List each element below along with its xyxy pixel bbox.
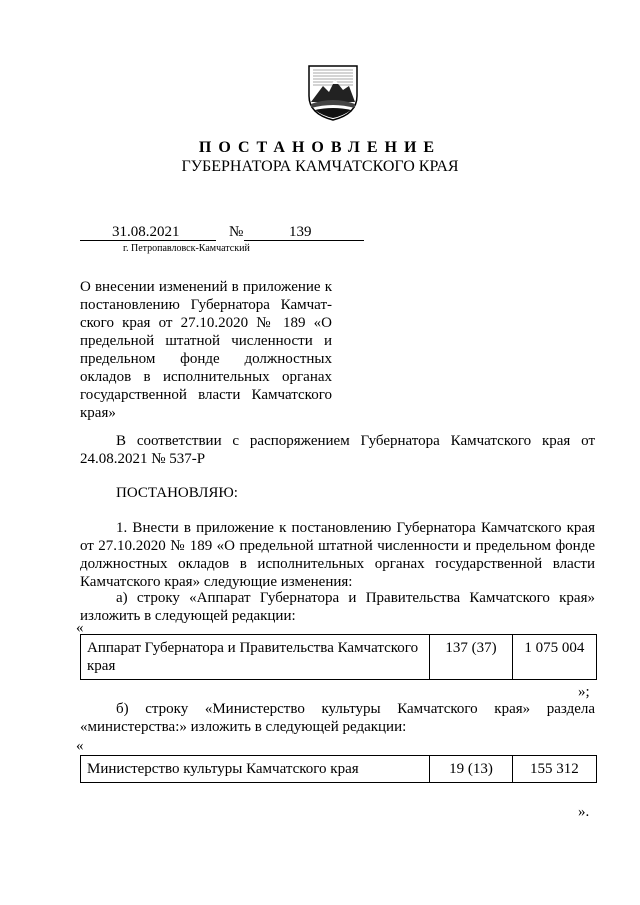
cell-fund: 155 312 (512, 756, 596, 783)
open-quote: « (76, 738, 84, 754)
paragraph-item-1: 1. Внести в приложение к постановлению Губернатора Камчатского края от 27.10.2020 № 189 «О предельной штатной численности и предельном фонде должностных окладов в исполнительных органах государственной власти Камчатского края» следующие изменения: (80, 520, 595, 590)
document-title: ПОСТАНОВЛЕНИЕ (198, 139, 442, 156)
table-apparatus (80, 634, 597, 680)
cell-staff: 19 (13) (430, 756, 512, 783)
paragraph-resolve: ПОСТАНОВЛЯЮ: (116, 485, 238, 501)
document-city: г. Петропавловск-Камчатский (123, 243, 250, 254)
cell-name: Министерство культуры Камчатского края (81, 756, 430, 783)
number-underline (244, 240, 364, 241)
document-subtitle: ГУБЕРНАТОРА КАМЧАТСКОГО КРАЯ (181, 158, 459, 175)
cell-staff: 137 (37) (430, 635, 512, 680)
paragraph-item-b: б) строку «Министерство культуры Камчатского края» раздела «министерства:» изложить в следующей редакции: (80, 701, 595, 735)
document-number: 139 (289, 224, 312, 240)
close-quote: »; (578, 684, 590, 700)
document-date: 31.08.2021 (112, 224, 180, 240)
number-sign: № (229, 224, 244, 240)
paragraph-basis: В соответствии с распоряжением Губернатора Камчатского края от 24.08.2021 № 537-Р (80, 433, 595, 467)
date-underline (80, 240, 216, 241)
open-quote: « (76, 620, 84, 636)
close-quote: ». (578, 804, 590, 820)
table-row (81, 756, 597, 783)
cell-fund: 1 075 004 (512, 635, 596, 680)
table-ministry-culture (80, 755, 597, 783)
cell-name: Аппарат Губернатора и Правительства Камчатского края (81, 635, 430, 680)
document-subject: О внесении изменений в приложение к постановлению Губернатора Камчат-ского края от 27.10.2020 № 189 «О предельной штатной численности и предельном фонде должностных окладов в исполнительных органах государственной власти Камчатского края» (80, 279, 332, 421)
paragraph-item-a: а) строку «Аппарат Губернатора и Правительства Камчатского края» изложить в следующей редакции: (80, 590, 595, 624)
coat-of-arms-icon (303, 62, 363, 122)
table-row (81, 635, 597, 680)
